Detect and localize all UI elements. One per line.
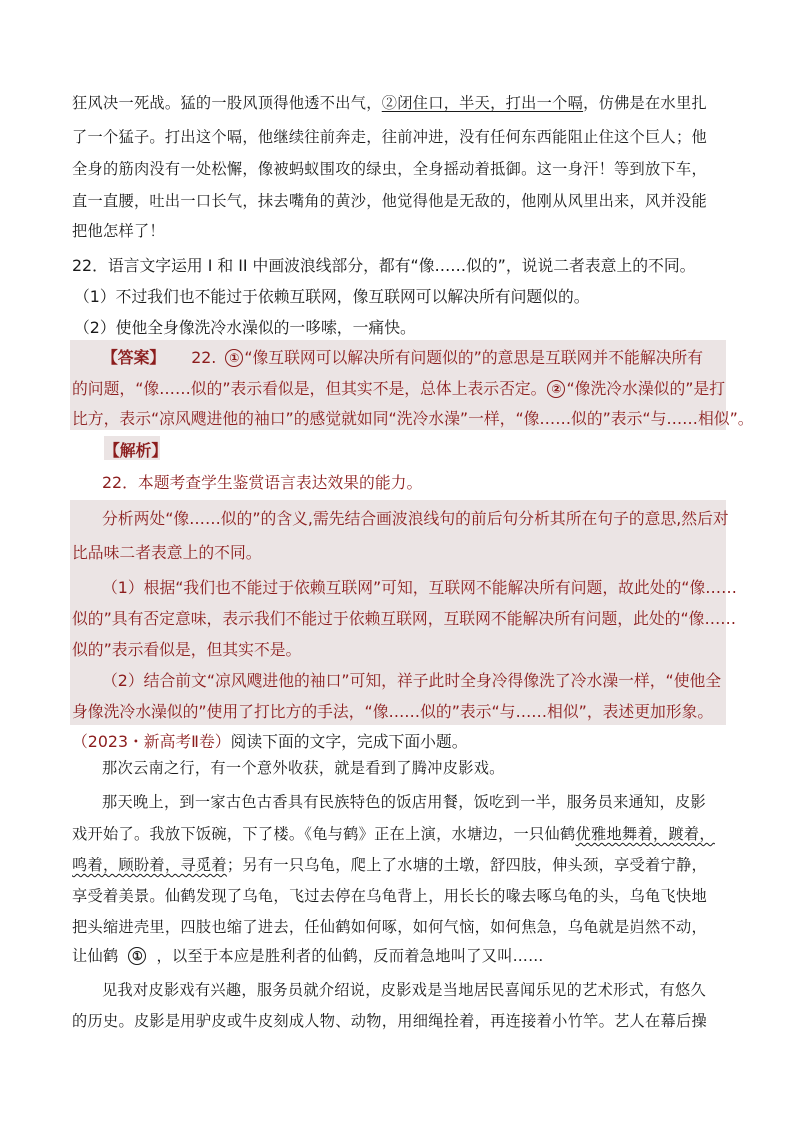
wavy-underlined-text: 鸣着，顾盼着，寻觅着 bbox=[72, 856, 227, 874]
circled-number-2: ② bbox=[547, 380, 565, 398]
analysis-line-3: 比品味二者表意上的不同。 bbox=[72, 543, 262, 562]
passage1-line-5: 把他怎样了！ bbox=[72, 222, 165, 240]
passage2-text: 戏开始了。我放下饭碗，下了楼。《龟与鹤》正在上演，水塘边，一只仙鹤 bbox=[72, 825, 576, 843]
passage2-text: 让仙鹤 bbox=[72, 947, 119, 965]
passage2-text: ；另有一只乌龟，爬上了水塘的土墩，舒四肢，伸头颈，享受着宁静， bbox=[226, 856, 707, 874]
passage2-line-6: 把头缩进壳里，四肢也缩了进去，任仙鹤如何啄，如何气恼，如何焦急，乌龟就是岿然不动， bbox=[72, 918, 707, 936]
passage2-line-4 bbox=[72, 854, 707, 875]
passage2-line-8: 见我对皮影戏有兴趣，服务员就介绍说，皮影戏是当地居民喜闻乐见的艺术形式，有悠久 bbox=[102, 981, 707, 999]
answer-tag: 【答案】 bbox=[102, 348, 166, 367]
answer-number: 22. bbox=[191, 348, 217, 367]
underlined-sentence-2: ②闭住口，半天，打出一个嗝 bbox=[381, 94, 584, 112]
blank-number: ① bbox=[128, 947, 146, 965]
analysis-line-1: 22．本题考查学生鉴赏语言表达效果的能力。 bbox=[102, 473, 423, 492]
answer-line-2 bbox=[72, 376, 725, 399]
passage2-line-2: 那天晚上，到一家古色古香具有民族特色的饭店用餐，饭吃到一半，服务员来通知，皮影 bbox=[102, 793, 707, 811]
passage2-text: ，以至于本应是胜利者的仙鹤，反而着急地叫了又叫…… bbox=[156, 947, 544, 965]
analysis-tag: 【解析】 bbox=[104, 441, 168, 460]
passage1-text: 狂风决一死战。猛的一股风顶得他透不出气， bbox=[72, 94, 382, 112]
answer-text: “像互联网可以解决所有问题似的”的意思是互联网并不能解决所有 bbox=[244, 348, 704, 367]
answer-line-3: 比方，表示“凉风飕进他的袖口”的感觉就如同“洗冷水澡”一样，“像……似的”表示“与……相似”。 bbox=[72, 409, 754, 428]
passage1-line-3: 全身的筋肉没有一处松懈，像被蚂蚁围攻的绿虫，全身摇动着抵御。这一身汗！等到放下车， bbox=[72, 160, 707, 178]
source-line bbox=[72, 729, 468, 752]
passage1-line-2: 了一个猛子。打出这个嗝，他继续往前奔走，往前冲进，没有任何东西能阻止住这个巨人；他 bbox=[72, 128, 707, 146]
instruction: 阅读下面的文字，完成下面小题。 bbox=[230, 732, 468, 751]
passage1-text: ，仿佛是在水里扎 bbox=[583, 94, 707, 112]
analysis-line-5: 似的”具有否定意味，表示我们不能过于依赖互联网，互联网不能解决所有问题，此处的“像…… bbox=[72, 609, 737, 628]
passage2-line-5: 享受着美景。仙鹤发现了乌龟，飞过去停在乌龟背上，用长长的喙去啄乌龟的头，乌龟飞快地 bbox=[72, 887, 707, 905]
analysis-line-2: 分析两处“像……似的”的含义,需先结合画波浪线句的前后句分析其所在句子的意思,然后对 bbox=[102, 509, 729, 528]
passage2-line-3 bbox=[72, 823, 715, 844]
answer-text: “像洗冷水澡似的”是打 bbox=[566, 379, 726, 398]
answer-line-1 bbox=[102, 345, 703, 368]
passage1-line-4: 直一直腰，吐出一口长气，抹去嘴角的黄沙，他觉得他是无敌的，他刚从风里出来，风并没能 bbox=[72, 192, 707, 210]
question-item-1: （1）不过我们也不能过于依赖互联网，像互联网可以解决所有问题似的。 bbox=[74, 287, 590, 306]
answer-text: 的问题，“像……似的”表示看似是，但其实不是，总体上表示否定。 bbox=[72, 379, 547, 398]
source-label: （2023・新高考Ⅱ卷） bbox=[72, 732, 231, 751]
question-item-2: （2）使他全身像洗冷水澡似的一哆嗦，一痛快。 bbox=[74, 318, 416, 337]
blank-1 bbox=[118, 947, 156, 965]
passage2-line-9: 的历史。皮影是用驴皮或牛皮刻成人物、动物，用细绳拴着，再连接着小竹竿。艺人在幕后操 bbox=[72, 1012, 707, 1030]
circled-number-1: ① bbox=[225, 349, 243, 367]
analysis-line-4: （1）根据“我们也不能过于依赖互联网”可知，互联网不能解决所有问题，故此处的“像…… bbox=[102, 578, 737, 597]
wavy-underlined-text: 优雅地舞着，踱着， bbox=[575, 825, 715, 843]
analysis-line-7: （2）结合前文“凉风飕进他的袖口”可知，祥子此时全身冷得像洗了冷水澡一样，“使他全 bbox=[102, 671, 722, 690]
passage2-line-7 bbox=[72, 945, 544, 966]
passage1-line-1 bbox=[72, 92, 707, 113]
analysis-line-8: 身像洗冷水澡似的”使用了打比方的手法，“像……似的”表示“与……相似”，表述更加形象。 bbox=[72, 702, 714, 721]
question-stem: 22．语言文字运用 I 和 II 中画波浪线部分，都有“像……似的”，说说二者表意上的不同。 bbox=[72, 256, 696, 275]
passage2-line-1: 那次云南之行，有一个意外收获，就是看到了腾冲皮影戏。 bbox=[102, 759, 505, 777]
analysis-line-6: 似的”表示看似是，但其实不是。 bbox=[72, 640, 302, 659]
